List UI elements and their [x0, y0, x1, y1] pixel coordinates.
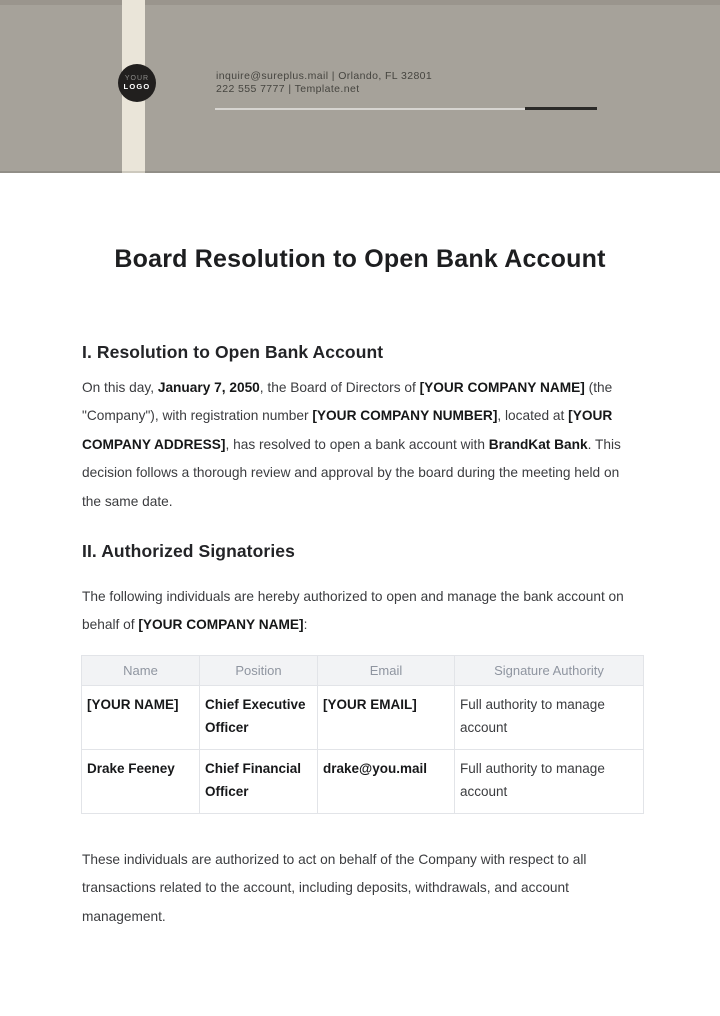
placeholder-bold-text: January 7, 2050: [157, 380, 260, 395]
table-header-cell: Email: [318, 655, 455, 685]
table-header-cell: Position: [200, 655, 318, 685]
contact-line-email-address: inquire@sureplus.mail | Orlando, FL 32801: [216, 70, 433, 82]
table-header-row: [82, 655, 644, 685]
resolution-paragraph: [82, 374, 642, 516]
paragraph-text: . This decision follows a thorough review and approval by the board during the meeting held on the same date.: [82, 436, 621, 509]
section-heading-signatories: II. Authorized Signatories: [82, 541, 295, 562]
table-cell: Full authority to manage account: [455, 685, 644, 749]
section-heading-resolution: I. Resolution to Open Bank Account: [82, 342, 384, 362]
table-row: [82, 685, 644, 749]
header-divider-accent: [525, 107, 597, 110]
table-cell: [YOUR NAME]: [82, 685, 200, 749]
paragraph-text: (the "Company"), with registration number: [82, 380, 613, 424]
placeholder-bold-text: [YOUR COMPANY NAME]: [419, 380, 585, 395]
signatories-table: [81, 655, 644, 814]
placeholder-bold-text: [YOUR COMPANY ADDRESS]: [82, 408, 613, 452]
table-cell: Chief Financial Officer: [200, 749, 318, 813]
placeholder-bold-text: BrandKat Bank: [488, 436, 588, 452]
letterhead-banner: [0, 0, 720, 173]
company-logo: [118, 64, 156, 102]
paragraph-text: , has resolved to open a bank account with: [225, 436, 489, 452]
logo-text-your: YOUR: [124, 75, 150, 83]
paragraph-text: The following individuals are hereby authorized to open and manage the bank account on behalf of: [82, 589, 624, 633]
table-cell: drake@you.mail: [318, 749, 455, 813]
table-cell: Full authority to manage account: [455, 749, 644, 813]
page-title: Board Resolution to Open Bank Account: [114, 245, 606, 273]
paragraph-text: :: [303, 617, 308, 633]
document-content: [0, 245, 720, 931]
placeholder-bold-text: [YOUR COMPANY NAME]: [138, 617, 304, 633]
signatories-intro-paragraph: [82, 583, 642, 640]
table-header-cell: Name: [82, 655, 200, 685]
table-header-cell: Signature Authority: [455, 655, 644, 685]
table-body: [82, 685, 644, 813]
paragraph-text: On this day,: [82, 380, 158, 395]
table-row: [82, 749, 644, 813]
contact-line-phone-website: 222 555 7777 | Template.net: [216, 83, 360, 95]
logo-text-logo: LOGO: [123, 81, 151, 91]
table-cell: [YOUR EMAIL]: [318, 685, 455, 749]
table-cell: Drake Feeney: [82, 749, 200, 813]
closing-paragraph: These individuals are authorized to act on behalf of the Company with respect to all transactions related to the account, including deposits, withdrawals, and account management.: [82, 851, 587, 924]
placeholder-bold-text: [YOUR COMPANY NUMBER]: [312, 408, 498, 424]
contact-info: [216, 70, 432, 96]
table-cell: Chief Executive Officer: [200, 685, 318, 749]
paragraph-text: , the Board of Directors of: [259, 380, 420, 395]
paragraph-text: , located at: [497, 408, 569, 424]
